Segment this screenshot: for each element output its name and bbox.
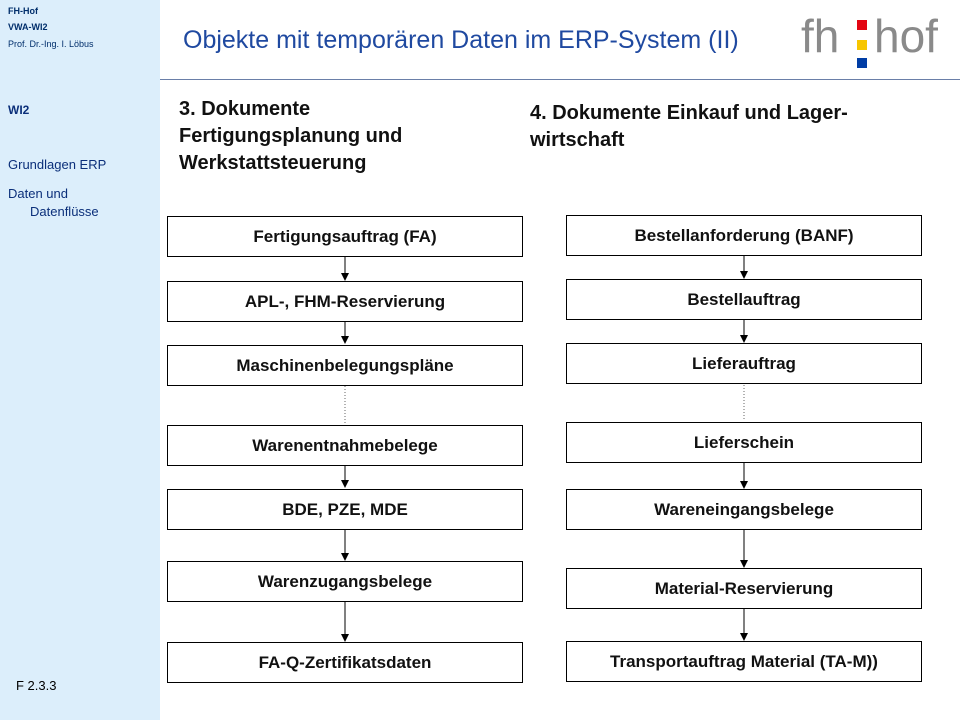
logo-yellow-square xyxy=(857,40,867,50)
box-fertigungsauftrag: Fertigungsauftrag (FA) xyxy=(167,216,523,257)
box-material-reservierung: Material-Reservierung xyxy=(566,568,922,609)
org-label: FH-Hof xyxy=(8,6,38,16)
column-4-heading-line-2: wirtschaft xyxy=(530,129,625,151)
box-lieferauftrag: Lieferauftrag xyxy=(566,343,922,384)
nav-item-datenfluesse[interactable]: Datenflüsse xyxy=(30,204,99,219)
sidebar xyxy=(0,0,160,720)
box-warenentnahmebelege: Warenentnahmebelege xyxy=(167,425,523,466)
box-apl-fhm-reservierung: APL-, FHM-Reservierung xyxy=(167,281,523,322)
box-bestellanforderung: Bestellanforderung (BANF) xyxy=(566,215,922,256)
course-label: VWA-WI2 xyxy=(8,22,48,32)
box-lieferschein: Lieferschein xyxy=(566,422,922,463)
box-bde-pze-mde: BDE, PZE, MDE xyxy=(167,489,523,530)
box-wareneingangsbelege: Wareneingangsbelege xyxy=(566,489,922,530)
nav-active-wi2[interactable]: WI2 xyxy=(8,103,30,117)
logo-fh-text: fh xyxy=(801,10,840,62)
logo-blue-square xyxy=(857,58,867,68)
nav-item-daten-und[interactable]: Daten und xyxy=(8,186,68,201)
column-3-heading-line-1: 3. Dokumente xyxy=(179,98,311,120)
nav-item-grundlagen-erp[interactable]: Grundlagen ERP xyxy=(8,157,107,172)
logo-hof-text: hof xyxy=(874,10,938,62)
column-3-heading-line-3: Werkstattsteuerung xyxy=(179,152,367,174)
column-4-heading-line-1: 4. Dokumente Einkauf und Lager- xyxy=(530,102,848,124)
box-maschinenbelegungsplaene: Maschinenbelegungspläne xyxy=(167,345,523,386)
column-3-heading xyxy=(179,96,402,177)
box-bestellauftrag: Bestellauftrag xyxy=(566,279,922,320)
box-fa-q-zertifikatsdaten: FA-Q-Zertifikatsdaten xyxy=(167,642,523,683)
header-divider xyxy=(160,79,960,80)
column-3-heading-line-2: Fertigungsplanung und xyxy=(179,125,403,147)
box-warenzugangsbelege: Warenzugangsbelege xyxy=(167,561,523,602)
slide-code: F 2.3.3 xyxy=(16,678,57,693)
column-4-heading xyxy=(530,100,848,154)
logo-red-square xyxy=(857,20,867,30)
slide-title: Objekte mit temporären Daten im ERP-System (II) xyxy=(183,26,739,54)
author-label: Prof. Dr.-Ing. I. Löbus xyxy=(8,39,94,49)
box-transportauftrag-material: Transportauftrag Material (TA-M)) xyxy=(566,641,922,682)
